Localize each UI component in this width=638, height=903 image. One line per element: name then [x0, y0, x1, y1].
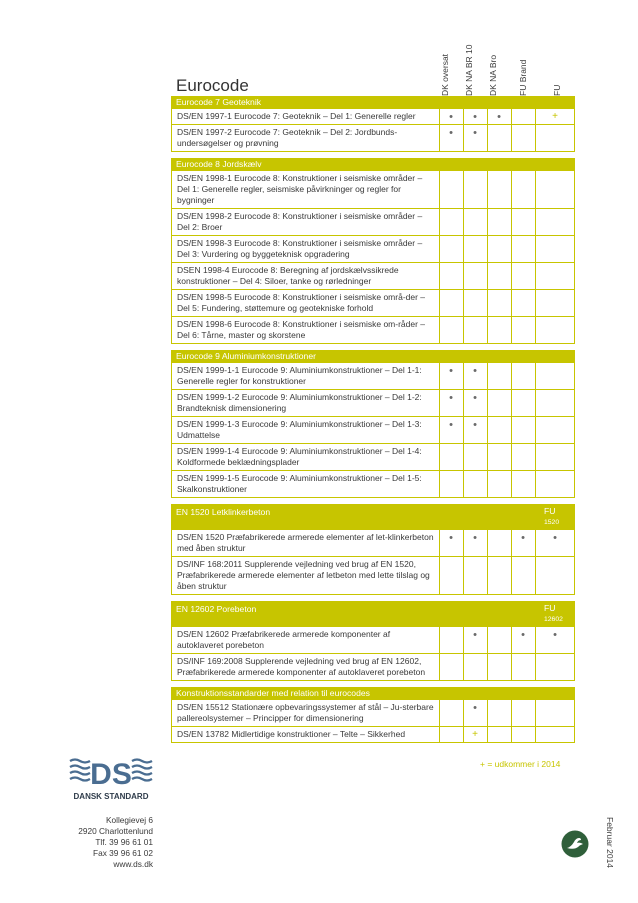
- standard-text: DSEN 1998-4 Eurocode 8: Beregning af jordskælvssikrede konstruktioner – Del 4: Siloer, tanke og rørledninger: [172, 263, 440, 289]
- table-row: [171, 125, 575, 152]
- section-header: [171, 96, 575, 109]
- mark-cell: [463, 471, 488, 497]
- fu-number: 1520: [544, 519, 560, 526]
- column-header: DK NA BR 10: [464, 44, 474, 96]
- standards-table: [171, 96, 575, 749]
- standard-text: DS/EN 1520 Præfabrikerede armerede elementer af let-klinkerbeton med åben struktur: [172, 530, 440, 556]
- mark-cell: •: [463, 125, 488, 151]
- mark-cell: [535, 727, 575, 742]
- table-section: [171, 687, 575, 743]
- mark-cell: [535, 417, 575, 443]
- mark-cell: [487, 444, 512, 470]
- table-row: [171, 317, 575, 344]
- mark-cell: [487, 236, 512, 262]
- mark-cell: [511, 390, 536, 416]
- mark-cell: •: [439, 530, 464, 556]
- mark-cell: [439, 263, 464, 289]
- mark-cell: [535, 390, 575, 416]
- mark-cell: •: [553, 629, 557, 641]
- standard-text: DS/EN 1999-1-4 Eurocode 9: Aluminiumkonstruktioner – Del 1-4: Koldformede beklædningsplader: [172, 444, 440, 470]
- mark-cell: [535, 654, 575, 680]
- mark-cell: [487, 557, 512, 594]
- mark-cell: [487, 263, 512, 289]
- mark-cell: [463, 209, 488, 235]
- nordic-swan-ecolabel-icon: [560, 829, 590, 859]
- mark-cell: [463, 317, 488, 343]
- mark-cell: [535, 363, 575, 389]
- table-row: [171, 290, 575, 317]
- mark-cell: [463, 236, 488, 262]
- standard-text: DS/EN 1999-1-3 Eurocode 9: Aluminiumkonstruktioner – Del 1-3: Udmattelse: [172, 417, 440, 443]
- standard-text: DS/EN 13782 Midlertidige konstruktioner – Telte – Sikkerhed: [172, 727, 440, 742]
- mark-cell: [511, 317, 536, 343]
- table-row: [171, 236, 575, 263]
- mark-cell: [511, 444, 536, 470]
- table-section: [171, 601, 575, 681]
- logo-text: DS: [90, 758, 132, 791]
- mark-cell: [511, 557, 536, 594]
- table-row: [171, 654, 575, 681]
- table-row: [171, 417, 575, 444]
- mark-cell: [535, 209, 575, 235]
- mark-cell: [439, 236, 464, 262]
- mark-cell: [535, 444, 575, 470]
- mark-cell: •: [553, 532, 557, 544]
- mark-cell: [487, 727, 512, 742]
- mark-cell: •: [439, 363, 464, 389]
- section-title: Eurocode 9 Aluminiumkonstruktioner: [176, 351, 316, 361]
- standard-text: DS/EN 1998-3 Eurocode 8: Konstruktioner i seismiske områder – Del 3: Vurdering og byggeteknisk opgradering: [172, 236, 440, 262]
- column-header: FU Brand: [518, 59, 528, 96]
- mark-cell: •: [439, 417, 464, 443]
- address-line: www.ds.dk: [113, 859, 153, 869]
- fu-label: FU: [544, 603, 556, 613]
- table-section: [171, 504, 575, 595]
- standard-text: DS/EN 1999-1-5 Eurocode 9: Aluminiumkonstruktioner – Del 1-5: Skalkonstruktioner: [172, 471, 440, 497]
- mark-cell: +: [463, 727, 488, 742]
- mark-cell: [511, 125, 536, 151]
- mark-cell: •: [511, 530, 536, 556]
- table-row: [171, 557, 575, 595]
- table-row: [171, 700, 575, 727]
- address-block: [78, 815, 153, 870]
- mark-cell: [439, 444, 464, 470]
- mark-cell: [511, 263, 536, 289]
- mark-cell: [535, 171, 575, 208]
- mark-cell: [511, 654, 536, 680]
- mark-cell: [487, 627, 512, 653]
- mark-cell: •: [463, 417, 488, 443]
- standard-text: DS/EN 12602 Præfabrikerede armerede komponenter af autoklaveret porebeton: [172, 627, 440, 653]
- mark-cell: •: [463, 363, 488, 389]
- mark-cell: [439, 209, 464, 235]
- mark-cell: [511, 417, 536, 443]
- ds-logo: [68, 755, 154, 803]
- mark-cell: [439, 700, 464, 726]
- mark-cell: •: [439, 390, 464, 416]
- mark-cell: •: [439, 109, 464, 124]
- mark-cell: [487, 363, 512, 389]
- column-header: DK oversat: [440, 53, 450, 96]
- table-row: [171, 444, 575, 471]
- date-label: Februar 2014: [605, 817, 615, 869]
- mark-cell: [535, 557, 575, 594]
- column-headers: [440, 10, 576, 96]
- mark-cell: [487, 700, 512, 726]
- table-row: [171, 471, 575, 498]
- mark-cell: [463, 171, 488, 208]
- section-title: Konstruktionsstandarder med relation til eurocodes: [176, 688, 370, 698]
- mark-cell: [511, 727, 536, 742]
- table-row: [171, 390, 575, 417]
- section-header: [171, 350, 575, 363]
- mark-cell: [439, 557, 464, 594]
- mark-cell: •: [463, 700, 488, 726]
- mark-cell: [511, 700, 536, 726]
- mark-cell: [511, 471, 536, 497]
- table-section: [171, 158, 575, 344]
- mark-cell: [487, 417, 512, 443]
- mark-cell: [439, 317, 464, 343]
- mark-cell: •: [511, 627, 536, 653]
- mark-cell: [463, 557, 488, 594]
- table-row: [171, 363, 575, 390]
- section-header: [171, 601, 575, 627]
- mark-cell: •: [463, 627, 488, 653]
- mark-cell: [487, 654, 512, 680]
- standard-text: DS/EN 1997-2 Eurocode 7: Geoteknik – Del 2: Jordbunds-undersøgelser og prøvning: [172, 125, 440, 151]
- standard-text: DS/EN 1998-6 Eurocode 8: Konstruktioner i seismiske om-råder – Del 6: Tårne, master og skorstene: [172, 317, 440, 343]
- mark-cell: [535, 236, 575, 262]
- standard-text: DS/EN 1998-5 Eurocode 8: Konstruktioner i seismiske områ-der – Del 5: Fundering, støttemure og geotekniske forhold: [172, 290, 440, 316]
- section-fu-label: [544, 504, 559, 526]
- standard-text: DS/EN 1999-1-2 Eurocode 9: Aluminiumkonstruktioner – Del 1-2: Brandteknisk dimensionering: [172, 390, 440, 416]
- section-title: EN 12602 Porebeton: [176, 604, 257, 614]
- section-fu-label: [544, 601, 563, 623]
- mark-cell: •: [463, 530, 488, 556]
- table-section: [171, 96, 575, 152]
- mark-cell: [511, 209, 536, 235]
- table-row: [171, 109, 575, 125]
- table-row: [171, 530, 575, 557]
- table-row: [171, 727, 575, 743]
- mark-cell: [511, 236, 536, 262]
- mark-cell: [487, 290, 512, 316]
- mark-cell: [439, 171, 464, 208]
- address-line: Kollegievej 6: [105, 815, 153, 825]
- mark-cell: [487, 125, 512, 151]
- section-title: Eurocode 8 Jordskælv: [176, 159, 262, 169]
- address-line: Fax 39 96 61 02: [93, 848, 153, 858]
- mark-cell: [487, 209, 512, 235]
- mark-cell: [463, 654, 488, 680]
- mark-cell: [487, 530, 512, 556]
- standard-text: DS/INF 169:2008 Supplerende vejledning ved brug af EN 12602, Præfabrikerede armerede komponenter af autoklaveret porebeton: [172, 654, 440, 680]
- mark-cell: •: [463, 390, 488, 416]
- mark-cell: [439, 627, 464, 653]
- fu-label: FU: [544, 506, 556, 516]
- mark-cell: [511, 109, 536, 124]
- section-header: [171, 687, 575, 700]
- standard-text: DS/INF 168:2011 Supplerende vejledning ved brug af EN 1520, Præfabrikerede armerede elementer af letbeton med lette tilslag og åben struktur: [172, 557, 440, 594]
- mark-cell: [463, 290, 488, 316]
- mark-cell: [535, 125, 575, 151]
- footnote: + = udkommer i 2014: [480, 759, 561, 769]
- standard-text: DS/EN 1998-1 Eurocode 8: Konstruktioner i seismiske områder – Del 1: Generelle regler, seismiske påvirkninger og regler for bygninger: [172, 171, 440, 208]
- table-row: [171, 263, 575, 290]
- standard-text: DS/EN 1999-1-1 Eurocode 9: Aluminiumkonstruktioner – Del 1-1: Generelle regler for konstruktioner: [172, 363, 440, 389]
- mark-cell: +: [552, 111, 558, 122]
- standard-text: DS/EN 15512 Stationære opbevaringssystemer af stål – Ju-sterbare pallereolsystemer – Principper for dimensionering: [172, 700, 440, 726]
- mark-cell: [535, 317, 575, 343]
- standard-text: DS/EN 1998-2 Eurocode 8: Konstruktioner i seismiske områder – Del 2: Broer: [172, 209, 440, 235]
- section-header: [171, 504, 575, 530]
- mark-cell: [487, 390, 512, 416]
- column-header: FU: [552, 84, 562, 96]
- brand-name: DANSK STANDARD: [73, 792, 149, 801]
- table-row: [171, 209, 575, 236]
- mark-cell: [487, 471, 512, 497]
- mark-cell: [511, 290, 536, 316]
- mark-cell: [439, 290, 464, 316]
- mark-cell: [511, 363, 536, 389]
- mark-cell: [463, 263, 488, 289]
- mark-cell: [439, 654, 464, 680]
- mark-cell: [535, 471, 575, 497]
- mark-cell: •: [463, 109, 488, 124]
- mark-cell: [439, 471, 464, 497]
- mark-cell: [535, 700, 575, 726]
- mark-cell: [511, 171, 536, 208]
- mark-cell: [439, 727, 464, 742]
- section-title: Eurocode 7 Geoteknik: [176, 97, 262, 107]
- mark-cell: [487, 171, 512, 208]
- page-title: Eurocode: [176, 76, 249, 95]
- table-row: [171, 627, 575, 654]
- section-header: [171, 158, 575, 171]
- mark-cell: •: [487, 109, 512, 124]
- mark-cell: [463, 444, 488, 470]
- mark-cell: [535, 263, 575, 289]
- section-title: EN 1520 Letklinkerbeton: [176, 507, 271, 517]
- standard-text: DS/EN 1997-1 Eurocode 7: Geoteknik – Del 1: Generelle regler: [172, 109, 440, 124]
- column-header: DK NA Bro: [488, 54, 498, 96]
- address-line: Tlf. 39 96 61 01: [95, 837, 153, 847]
- address-line: 2920 Charlottenlund: [78, 826, 153, 836]
- table-row: [171, 171, 575, 209]
- mark-cell: [487, 317, 512, 343]
- mark-cell: [535, 290, 575, 316]
- mark-cell: •: [439, 125, 464, 151]
- fu-number: 12602: [544, 616, 563, 623]
- table-section: [171, 350, 575, 498]
